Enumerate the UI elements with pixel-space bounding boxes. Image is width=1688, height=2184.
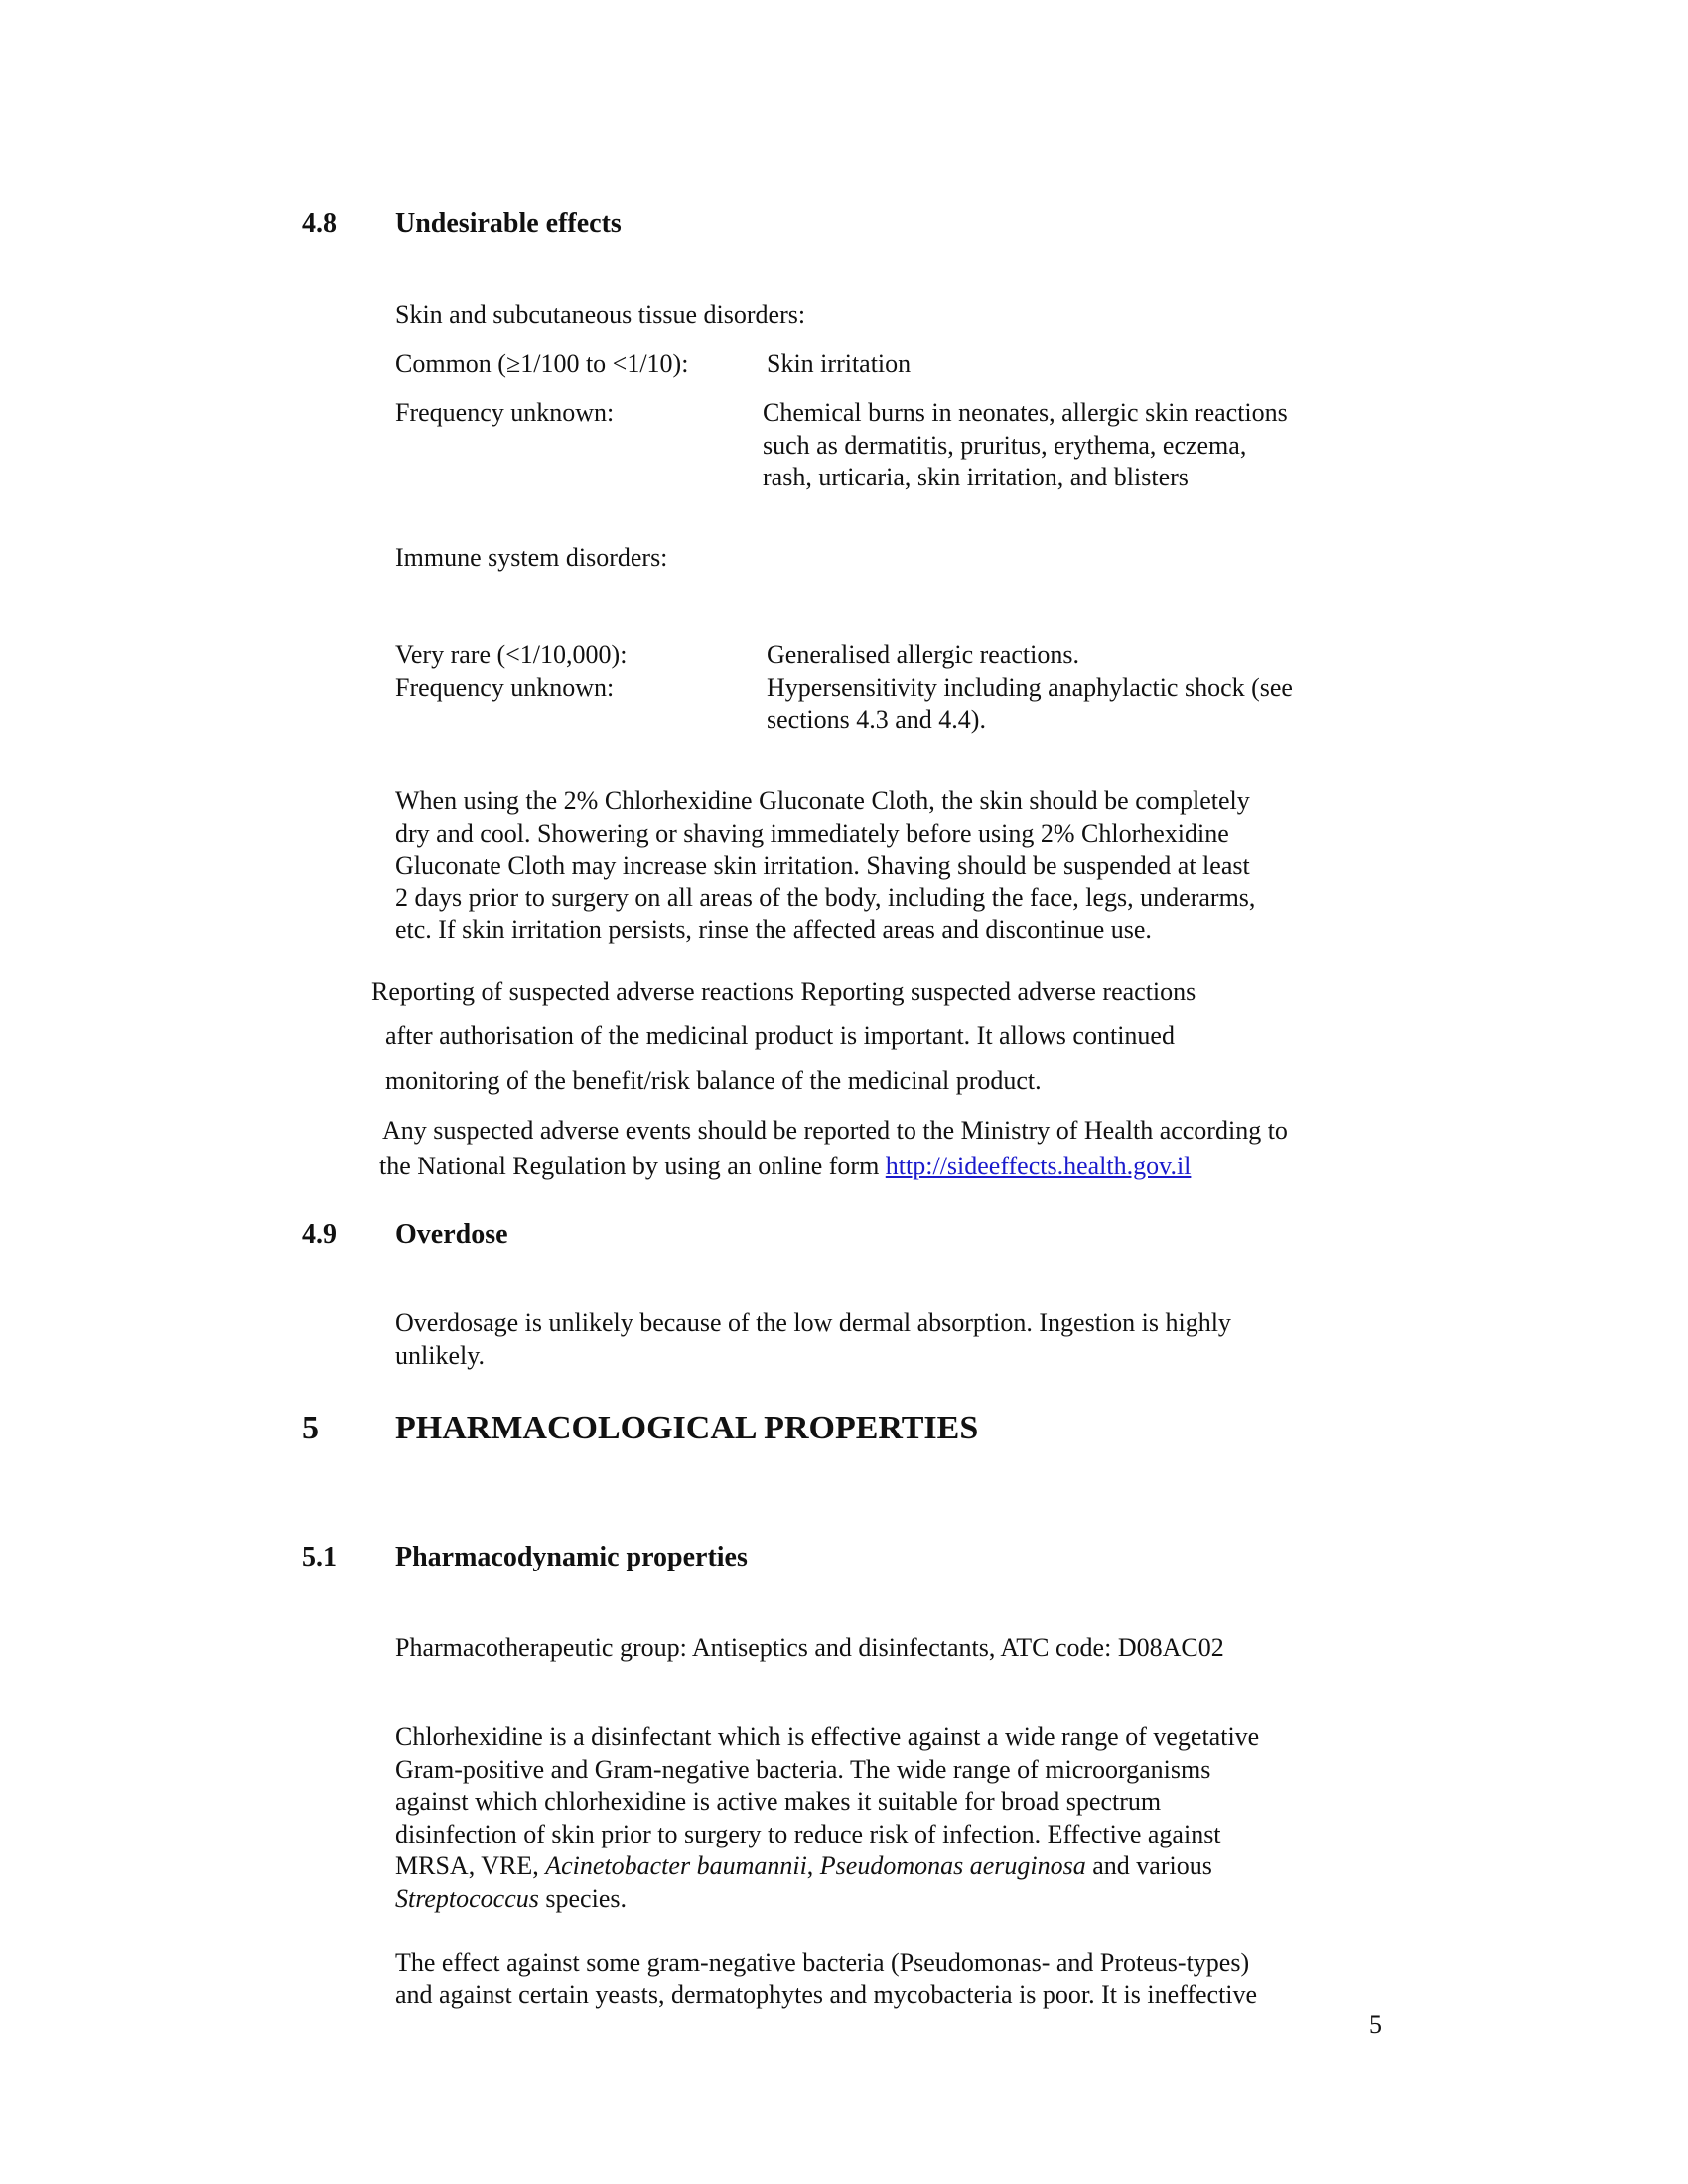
reporting-line-1: Reporting of suspected adverse reactions Reporting suspected adverse reactions — [371, 977, 1196, 1006]
pharmacodynamic-para-1-line-4: disinfection of skin prior to surgery to reduce risk of infection. Effective against — [395, 1820, 1221, 1848]
immune-row-2-effect-line-2: sections 4.3 and 4.4). — [767, 705, 986, 734]
organism-acinetobacter: Acinetobacter baumannii — [545, 1851, 807, 1880]
immune-row-1-effect: Generalised allergic reactions. — [767, 640, 1079, 669]
section-4-9-title: Overdose — [395, 1219, 508, 1250]
pharmacodynamic-para-2-line-1: The effect against some gram-negative bacteria (Pseudomonas- and Proteus-types) — [395, 1948, 1250, 1977]
section-5-1-number: 5.1 — [302, 1542, 337, 1572]
pharmacotherapeutic-group-line: Pharmacotherapeutic group: Antiseptics and disinfectants, ATC code: D08AC02 — [395, 1633, 1224, 1662]
skin-row-2-frequency: Frequency unknown: — [395, 398, 615, 427]
skin-row-1-effect: Skin irritation — [767, 349, 912, 378]
reporting-line-2: after authorisation of the medicinal product is important. It allows continued — [385, 1022, 1175, 1050]
cloth-paragraph-line-3: Gluconate Cloth may increase skin irritation. Shaving should be suspended at least — [395, 851, 1250, 880]
skin-row-2-effect-line-1: Chemical burns in neonates, allergic skin reactions — [763, 398, 1288, 427]
immune-row-2-frequency: Frequency unknown: — [395, 673, 615, 702]
organism-separator: , — [806, 1851, 820, 1880]
section-4-8-number: 4.8 — [302, 208, 337, 239]
section-4-8-title: Undesirable effects — [395, 208, 622, 239]
cloth-paragraph-line-1: When using the 2% Chlorhexidine Gluconate Cloth, the skin should be completely — [395, 786, 1250, 815]
cloth-paragraph-line-2: dry and cool. Showering or shaving immediately before using 2% Chlorhexidine — [395, 819, 1229, 848]
immune-row-2-effect-line-1: Hypersensitivity including anaphylactic shock (see — [767, 673, 1293, 702]
organism-list-tail: and various — [1085, 1851, 1212, 1880]
page-number: 5 — [1369, 2010, 1382, 2039]
immune-row-1-frequency: Very rare (<1/10,000): — [395, 640, 628, 669]
side-effects-report-link[interactable]: http://sideeffects.health.gov.il — [885, 1152, 1192, 1180]
pharmacodynamic-para-1-line-1: Chlorhexidine is a disinfectant which is effective against a wide range of vegetative — [395, 1722, 1260, 1751]
section-4-9-number: 4.9 — [302, 1219, 337, 1250]
organism-streptococcus: Streptococcus — [395, 1884, 539, 1913]
species-text: species. — [538, 1884, 627, 1913]
skin-row-2-effect-line-3: rash, urticaria, skin irritation, and blisters — [763, 463, 1189, 491]
organism-list-text: MRSA, VRE, — [395, 1851, 546, 1880]
ministry-line-2 — [379, 1150, 1191, 1182]
ministry-line-1: Any suspected adverse events should be reported to the Ministry of Health according to — [382, 1116, 1288, 1145]
section-5-number: 5 — [302, 1410, 319, 1446]
organism-pseudomonas: Pseudomonas aeruginosa — [819, 1851, 1086, 1880]
section-5-1-title: Pharmacodynamic properties — [395, 1542, 748, 1572]
overdose-line-1: Overdosage is unlikely because of the low dermal absorption. Ingestion is highly — [395, 1308, 1231, 1337]
pharmacodynamic-para-1-line-5 — [395, 1849, 1212, 1882]
skin-disorders-heading: Skin and subcutaneous tissue disorders: — [395, 300, 806, 329]
pharmacodynamic-para-1-line-6 — [395, 1882, 627, 1915]
pharmacodynamic-para-1-line-2: Gram-positive and Gram-negative bacteria. The wide range of microorganisms — [395, 1755, 1211, 1784]
cloth-paragraph-line-4: 2 days prior to surgery on all areas of the body, including the face, legs, underarms, — [395, 884, 1256, 912]
section-5-title: PHARMACOLOGICAL PROPERTIES — [395, 1410, 979, 1446]
immune-disorders-heading: Immune system disorders: — [395, 543, 668, 572]
pharmacodynamic-para-1-line-3: against which chlorhexidine is active makes it suitable for broad spectrum — [395, 1787, 1162, 1816]
skin-row-2-effect-line-2: such as dermatitis, pruritus, erythema, eczema, — [763, 431, 1247, 460]
ministry-line-2-text: the National Regulation by using an online form — [379, 1152, 886, 1180]
cloth-paragraph-line-5: etc. If skin irritation persists, rinse the affected areas and discontinue use. — [395, 915, 1152, 944]
skin-row-1-frequency: Common (≥1/100 to <1/10): — [395, 349, 689, 378]
reporting-line-3: monitoring of the benefit/risk balance of the medicinal product. — [385, 1066, 1042, 1095]
pharmacodynamic-para-2-line-2: and against certain yeasts, dermatophytes and mycobacteria is poor. It is ineffective — [395, 1980, 1258, 2009]
overdose-line-2: unlikely. — [395, 1341, 486, 1370]
